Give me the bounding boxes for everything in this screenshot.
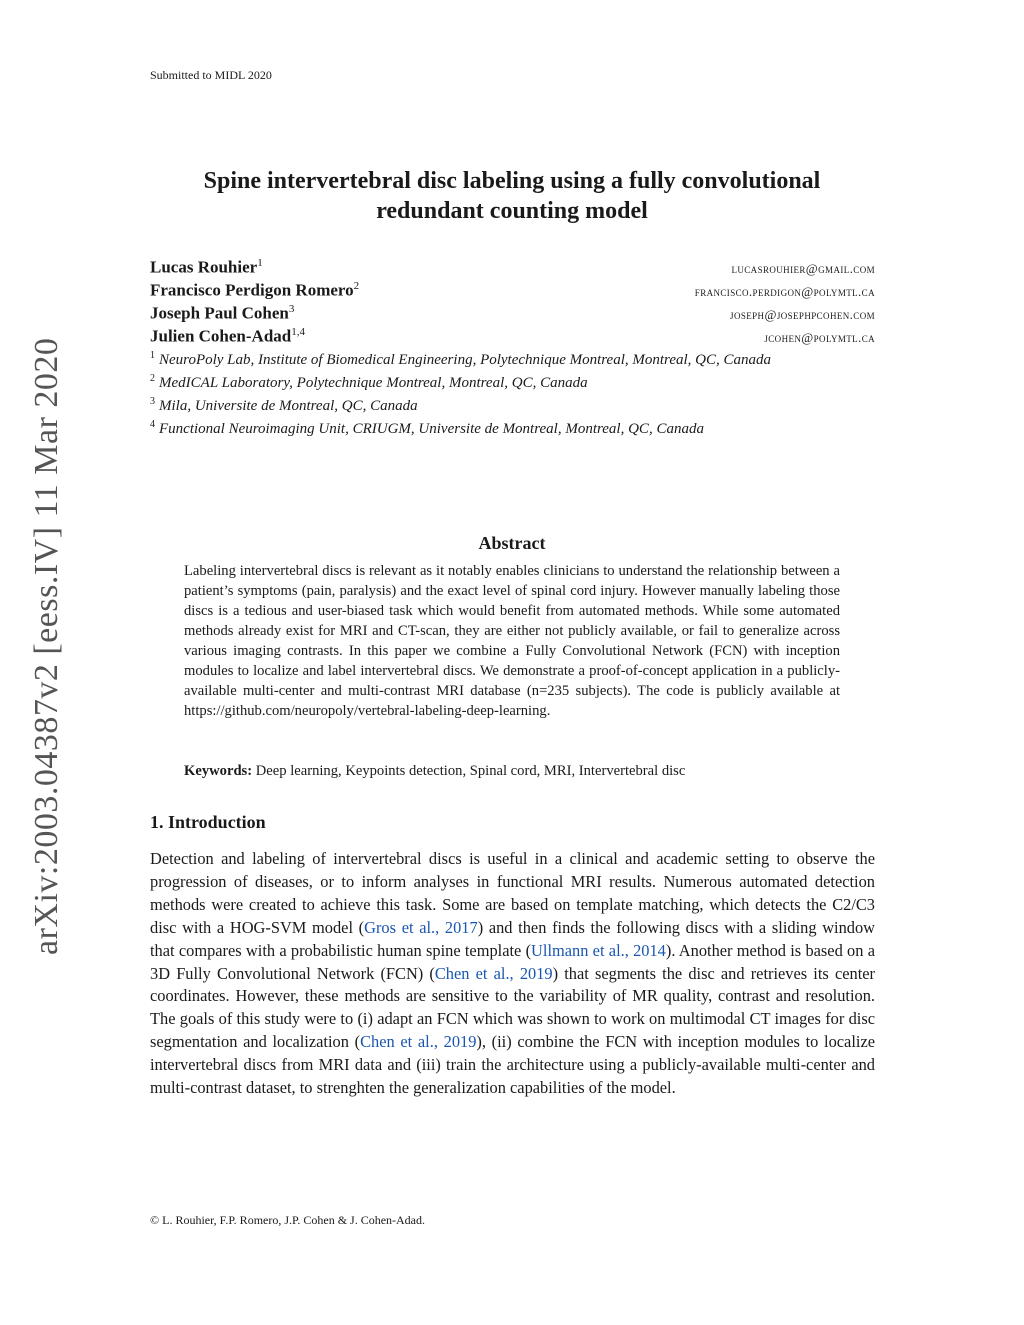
author-name: Julien Cohen-Adad$^{1,4}$ <box>150 326 305 346</box>
citation-link[interactable]: Chen et al., 2019 <box>434 963 553 983</box>
title-line-1: Spine intervertebral disc labeling using a fully convolutional <box>203 168 821 194</box>
submission-note: Submitted to MIDL 2020 <box>150 68 272 82</box>
abstract-heading: Abstract <box>478 533 546 553</box>
abstract-text: Labeling intervertebral discs is relevant as it notably enables clinicians to understand the relationship between a patient’s symptoms (pain, paralysis) and the exact level of spinal cord injury. However manually labeling those discs is a tedious and user-biased task which would benefit from automated methods. While some automated methods already exist for MRI and CT-scan, they are either not publicly available, or fail to generalize across various imaging contrasts. In this paper we combine a Fully Convolutional Network (FCN) with inception modules to localize and label intervertebral discs. We demonstrate a proof-of-concept application in a publicly-available multi-center and multi-contrast MRI database (n=235 subjects). The code is publicly available at https://github.com/neuropoly/vertebral-labeling-deep-learning. <box>184 563 840 719</box>
author-name: Francisco Perdigon Romero$^2$ <box>150 280 360 300</box>
keywords-label: Keywords: <box>184 763 253 779</box>
author-row <box>150 303 875 325</box>
citation-link[interactable]: Ullmann et al., 2014 <box>531 940 666 960</box>
author-row <box>150 280 875 302</box>
paper-title <box>100 166 924 226</box>
citation-link[interactable]: Gros et al., 2017 <box>364 917 478 937</box>
author-row <box>150 326 875 348</box>
citation-link[interactable]: Chen et al., 2019 <box>360 1032 477 1052</box>
keywords-list: Deep learning, Keypoints detection, Spinal cord, MRI, Intervertebral disc <box>255 763 686 779</box>
author-row <box>150 257 875 279</box>
author-email: lucasrouhier@gmail.com <box>731 260 875 276</box>
affiliation: $^2$ MedICAL Laboratory, Polytechnique Montreal, Montreal, QC, Canada <box>150 373 588 391</box>
arxiv-stamp: arXiv:2003.04387v2 [eess.IV] 11 Mar 2020 <box>28 337 65 955</box>
introduction-paragraph: Detection and labeling of intervertebral discs is useful in a clinical and academic setting to observe the progression of diseases, or to inform analyses in functional MRI results. Numerous automated detection methods were created to achieve this task. Some are based on template matching, which detects the C2/C3 disc with a HOG-SVM model (Gros et al., 2017) and then finds the following discs with a sliding window that compares with a probabilistic human spine template (Ullmann et al., 2014). Another method is based on a 3D Fully Convolutional Network (FCN) (Chen et al., 2019) that segments the disc and retrieves its center coordinates. However, these methods are sensitive to the variability of MR quality, contrast and resolution. The goals of this study were to (i) adapt an FCN which was shown to work on multimodal CT images for disc segmentation and localization (Chen et al., 2019), (ii) combine the FCN with inception modules to localize intervertebral discs from MRI data and (iii) train the architecture using a publicly-available multi-center and multi-contrast dataset, to strenghten the generalization capabilities of the model. <box>150 849 876 1098</box>
author-email: joseph@josephpcohen.com <box>730 306 875 322</box>
affiliation: $^1$ NeuroPoly Lab, Institute of Biomedical Engineering, Polytechnique Montreal, Montreal, QC, Canada <box>150 350 771 368</box>
affiliation: $^3$ Mila, Universite de Montreal, QC, Canada <box>150 396 418 414</box>
author-email: jcohen@polymtl.ca <box>764 329 875 345</box>
section-heading-introduction: 1. Introduction <box>150 812 266 832</box>
affiliation: $^4$ Functional Neuroimaging Unit, CRIUGM, Universite de Montreal, Montreal, QC, Canada <box>150 419 704 437</box>
author-name: Joseph Paul Cohen$^3$ <box>150 303 295 323</box>
author-name: Lucas Rouhier$^1$ <box>150 257 263 277</box>
keywords <box>184 763 840 780</box>
title-line-2: redundant counting model <box>376 198 648 224</box>
copyright-footer: © L. Rouhier, F.P. Romero, J.P. Cohen & J. Cohen-Adad. <box>150 1213 426 1227</box>
author-email: francisco.perdigon@polymtl.ca <box>694 283 875 299</box>
